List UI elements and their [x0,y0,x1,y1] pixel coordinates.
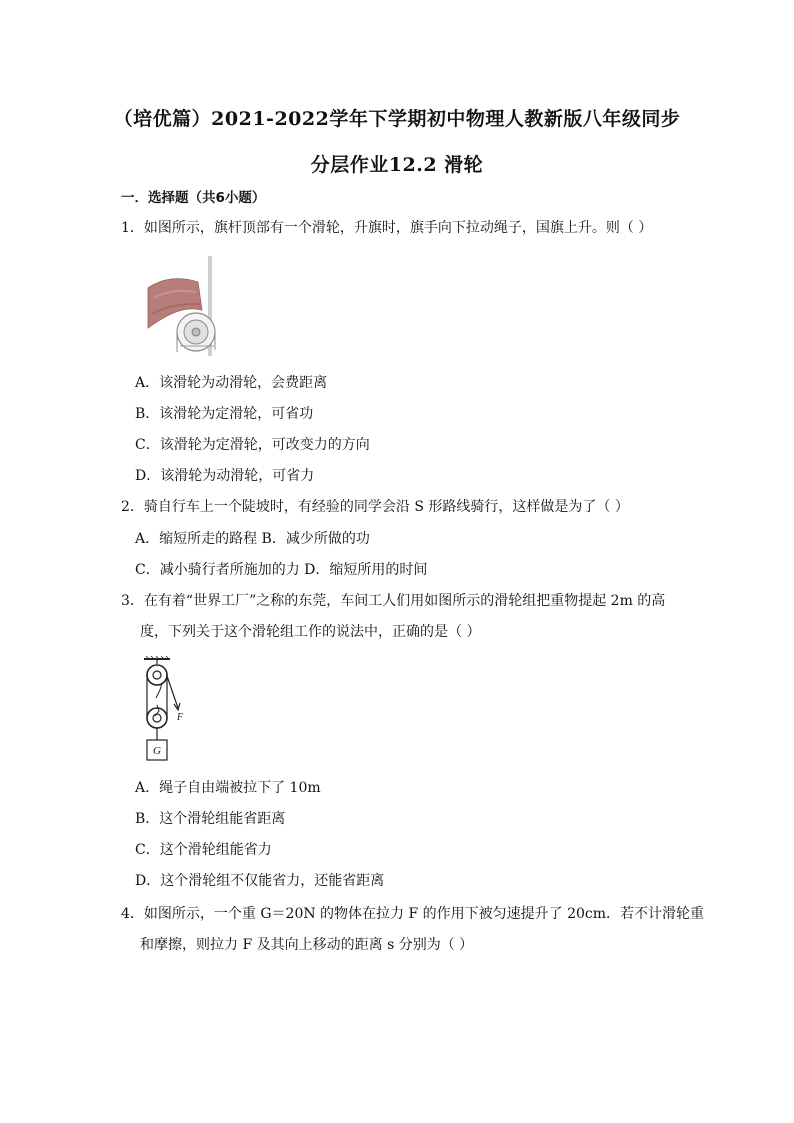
doc-title-line1: （培优篇）2021-2022学年下学期初中物理人教新版八年级同步 [113,108,681,130]
question-3-option-b[interactable]: B．这个滑轮组能省距离 [135,811,286,827]
question-3-stem-line1: 3．在有着“世界工厂”之称的东莞，车间工人们用如图所示的滑轮组把重物提起 2m 的高 [121,593,666,609]
question-2-options-cd[interactable]: C．减小骑行者所施加的力 D．缩短所用的时间 [135,562,428,578]
weight-label: G [153,745,161,757]
pulley-system-figure [138,656,198,766]
question-1-stem: 1．如图所示，旗杆顶部有一个滑轮，升旗时，旗手向下拉动绳子，国旗上升。则（ ） [121,220,653,236]
force-arrow [167,676,178,708]
question-1-option-d[interactable]: D．该滑轮为动滑轮，可省力 [135,468,315,484]
question-1-option-a[interactable]: A．该滑轮为动滑轮，会费距离 [135,375,328,391]
doc-title-line2: 分层作业12.2 滑轮 [310,154,484,176]
question-3-stem-line2: 度，下列关于这个滑轮组工作的说法中，正确的是（ ） [140,624,481,640]
question-3-option-d[interactable]: D．这个滑轮组不仅能省力，还能省距离 [135,873,385,889]
flag-pulley-figure [140,254,232,358]
question-4-stem-line1: 4．如图所示，一个重 G＝20N 的物体在拉力 F 的作用下被匀速提升了 20cm．若不计滑轮重 [121,906,705,922]
question-4-stem-line2: 和摩擦，则拉力 F 及其向上移动的距离 s 分别为（ ） [140,937,474,953]
force-label: F [177,712,184,723]
question-2-stem: 2．骑自行车上一个陡坡时，有经验的同学会沿 S 形路线骑行，这样做是为了（ ） [121,499,629,515]
section-heading: 一．选择题（共6小题） [121,190,266,206]
question-3-option-a[interactable]: A．绳子自由端被拉下了 10m [135,780,321,796]
question-3-option-c[interactable]: C．这个滑轮组能省力 [135,842,272,858]
question-1-option-b[interactable]: B．该滑轮为定滑轮，可省功 [135,406,314,422]
question-1-option-c[interactable]: C．该滑轮为定滑轮，可改变力的方向 [135,437,370,453]
question-2-options-ab[interactable]: A．缩短所走的路程 B．减少所做的功 [135,531,370,547]
